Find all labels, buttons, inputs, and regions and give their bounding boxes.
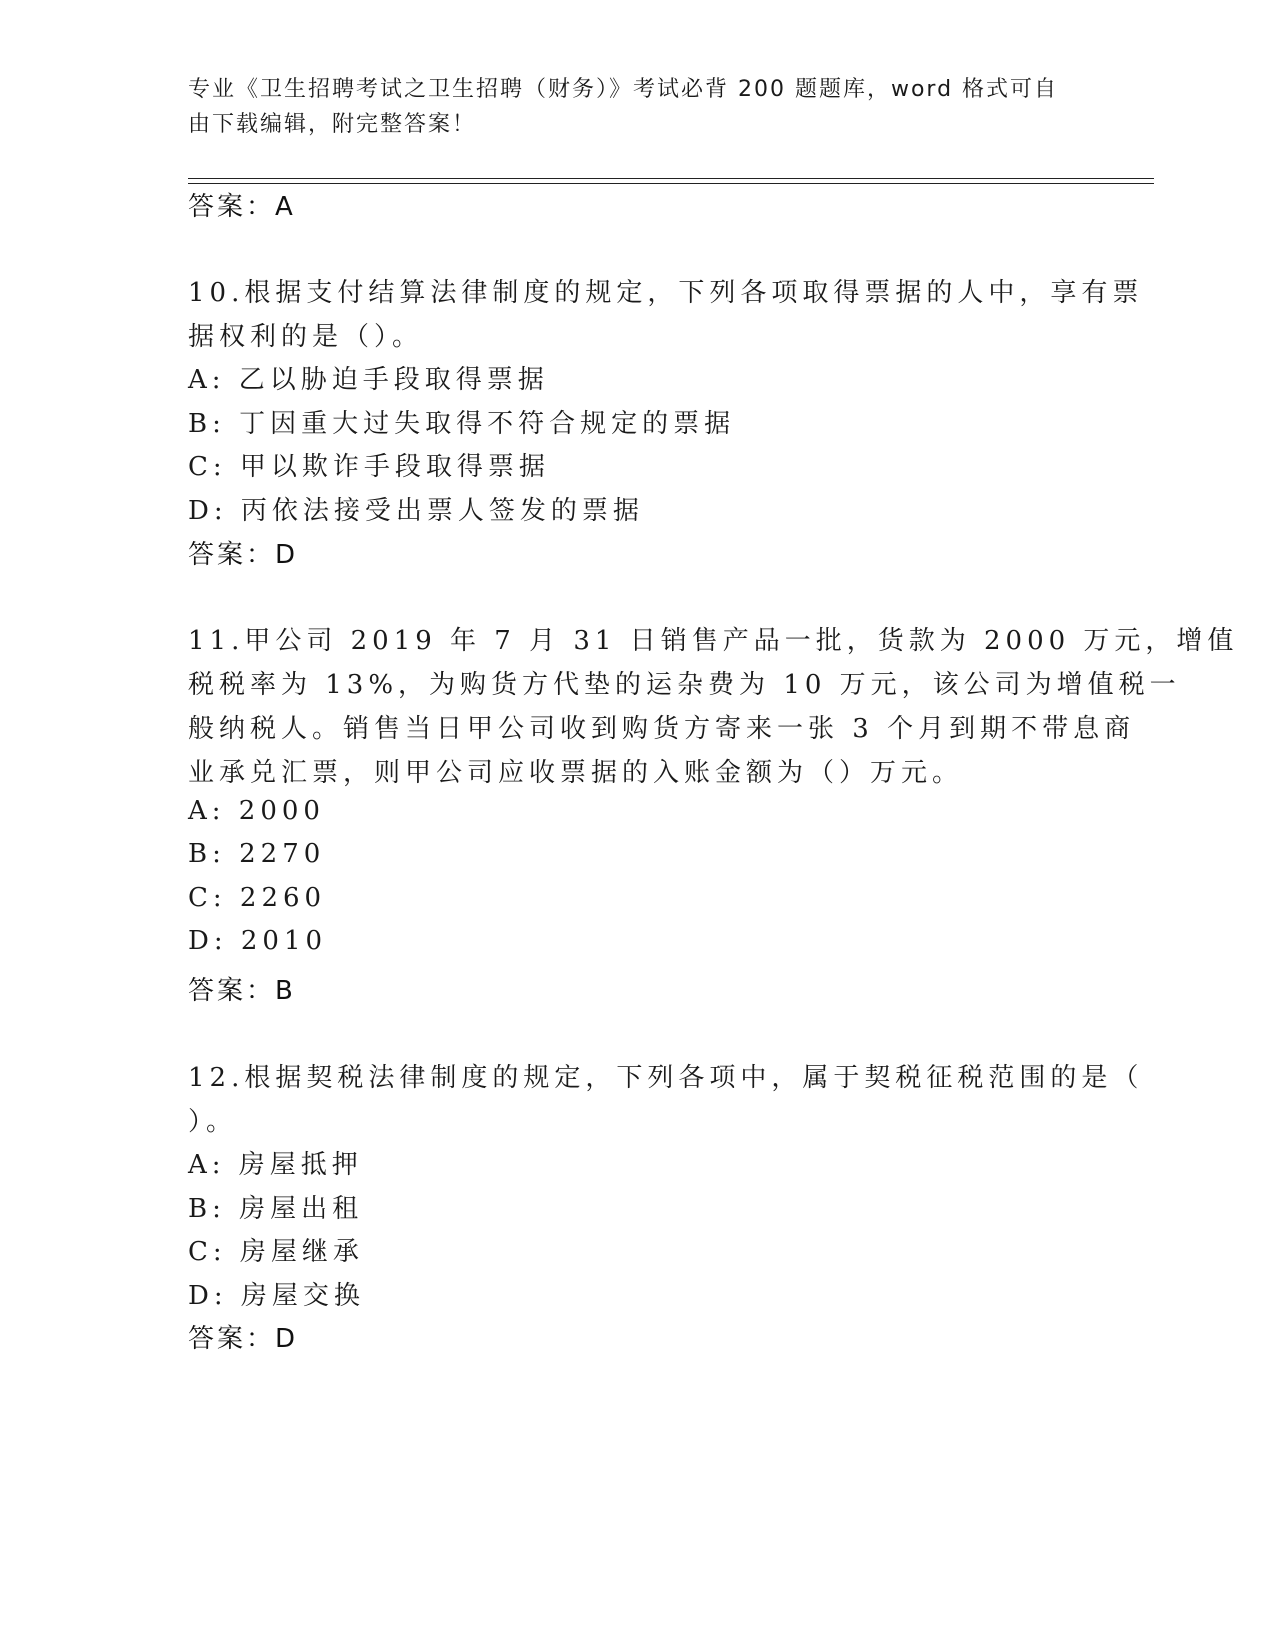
answer-line: 答案：D [188,1324,299,1354]
option-b: B: 房屋出租 [188,1194,364,1224]
question-stem-line: 11.甲公司 2019 年 7 月 31 日销售产品一批，货款为 2000 万元，增值 [188,626,1239,656]
document-header [188,72,1068,142]
option-a: A: 房屋抵押 [188,1150,363,1180]
header-line-1: 专业《卫生招聘考试之卫生招聘（财务）》考试必背 200 题题库，word 格式可自 [188,77,1059,102]
header-line-2: 由下载编辑，附完整答案！ [188,112,477,137]
option-a: A: 2000 [188,796,325,826]
answer-line: 答案：B [188,976,296,1006]
option-d: D: 2010 [188,926,328,956]
question-stem-line: 10.根据支付结算法律制度的规定，下列各项取得票据的人中，享有票 [188,278,1144,308]
header-divider-bottom [188,183,1154,184]
answer-line: 答案：D [188,540,299,570]
question-stem-line: 业承兑汇票，则甲公司应收票据的入账金额为（）万元。 [188,758,964,788]
option-d: D: 房屋交换 [188,1281,365,1311]
question-stem-line: 税税率为 13%，为购货方代垫的运杂费为 10 万元，该公司为增值税一 [188,670,1181,700]
option-c: C: 房屋继承 [188,1237,364,1267]
question-stem-line: 12.根据契税法律制度的规定，下列各项中，属于契税征税范围的是（ [188,1063,1144,1093]
option-d: D: 丙依法接受出票人签发的票据 [188,496,644,526]
header-divider-top [188,178,1154,179]
previous-answer: 答案：A [188,192,296,222]
option-b: B: 丁因重大过失取得不符合规定的票据 [188,409,736,439]
option-c: C: 2260 [188,883,327,913]
option-c: C: 甲以欺诈手段取得票据 [188,452,550,482]
option-a: A: 乙以胁迫手段取得票据 [188,365,549,395]
option-b: B: 2270 [188,839,326,869]
question-stem-line: 般纳税人。销售当日甲公司收到购货方寄来一张 3 个月到期不带息商 [188,714,1136,744]
question-stem-line: 据权利的是（）。 [188,322,424,352]
question-stem-line: ）。 [188,1107,238,1137]
